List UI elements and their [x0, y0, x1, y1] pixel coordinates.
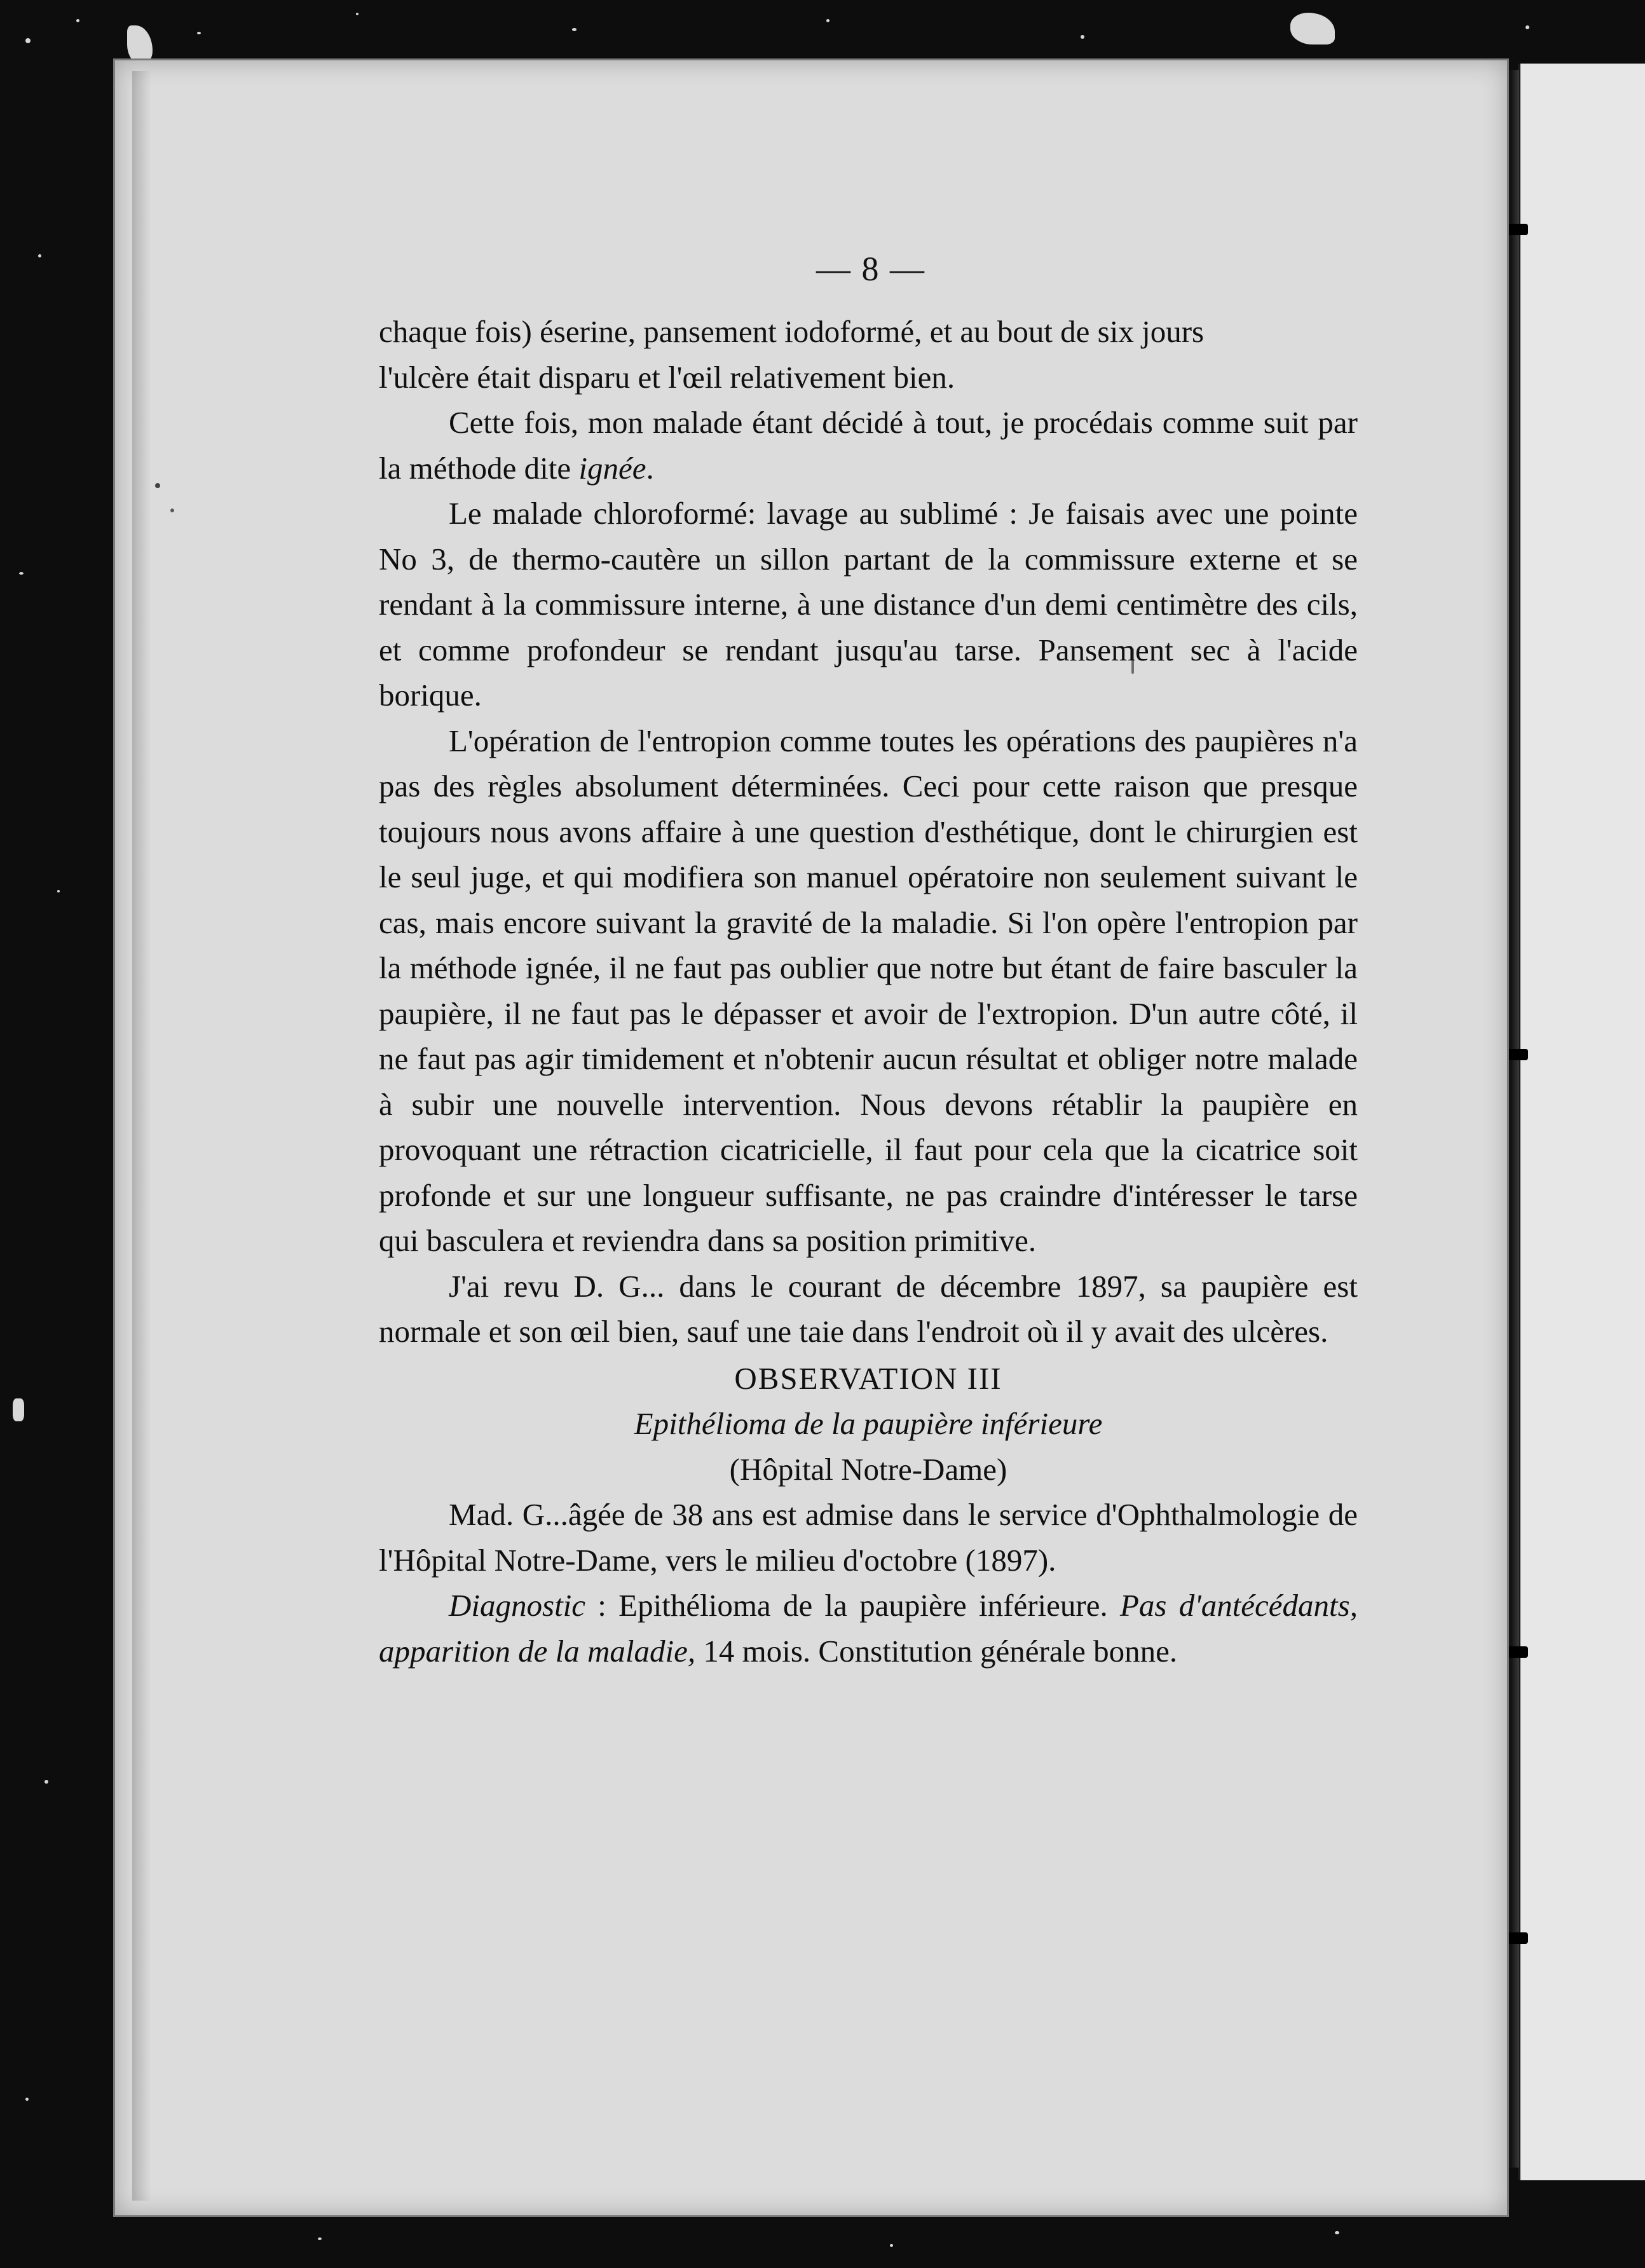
paragraph-method: [379, 400, 1358, 491]
diagnostic-end: 14 mois. Constitution générale bonne.: [695, 1633, 1178, 1669]
diagnostic-label: Diagnostic: [449, 1588, 586, 1623]
observation-place: (Hôpital Notre-Dame): [729, 1451, 1007, 1487]
paragraph-continuation-line-2: l'ulcère était disparu et l'œil relativement bien.: [379, 359, 955, 395]
paragraph-method-text: Cette fois, mon malade étant décidé à tout, je procédais comme suit par la méthode dite: [379, 405, 1358, 486]
observation-admission: Mad. G...âgée de 38 ans est admise dans le service d'Ophthalmologie de l'Hôpital Notre-Dame, vers le milieu d'octobre (1897).: [379, 1497, 1358, 1578]
diagnostic-text: : Epithélioma de la paupière inférieure.: [585, 1588, 1120, 1623]
paragraph-follow-up: J'ai revu D. G... dans le courant de décembre 1897, sa paupière est normale et son œil bien, sauf une taie dans l'endroit où il y avait des ulcères.: [379, 1268, 1358, 1349]
observation-diagnostic: [379, 1583, 1358, 1674]
page-number: — 8 —: [816, 250, 925, 288]
paragraph-procedure: Le malade chloroformé: lavage au sublimé : Je faisais avec une pointe No 3, de thermo-cautère un sillon partant de la commissure externe et se rendant à la commissure interne, à une distance d'un demi centimètre des cils, et comme profondeur se rendant jusqu'au tarse. Pansement sec à l'acide borique.: [379, 496, 1358, 713]
observation-subtitle: Epithélioma de la paupière inférieure: [634, 1406, 1103, 1441]
paragraph-continuation-line-1: chaque fois) éserine, pansement iodoformé, et au bout de six jours: [379, 314, 1205, 349]
facing-page-edge: [1518, 64, 1645, 2180]
paragraph-method-end: .: [646, 450, 654, 486]
ink-dot: [155, 483, 160, 488]
paragraph-method-emphasis: ignée: [578, 450, 646, 486]
observation-title: OBSERVATION III: [734, 1360, 1002, 1396]
page-text: [379, 309, 1358, 1674]
page-gutter-shadow: [132, 71, 151, 2201]
paragraph-entropion: L'opération de l'entropion comme toutes les opérations des paupières n'a pas des règles absolument déterminées. Ceci pour cette raison que presque toujours nous avons affaire à une question d'esthétique, dont le chirurgien est le seul juge, et qui modifiera son manuel opératoire non seulement suivant le cas, mais encore suivant la gravité de la maladie. Si l'on opère l'entropion par la méthode ignée, il ne faut pas oublier que notre but étant de faire basculer la paupière, il ne faut pas le dépasser et avoir de l'extropion. D'un autre côté, il ne faut pas agir timidement et n'obtenir aucun résultat et obliger notre malade à subir une nouvelle intervention. Nous devons rétablir la paupière en provoquant une rétraction cicatricielle, il faut pour cela que la cicatrice soit profonde et sur une longueur suffisante, ne pas craindre d'intéresser le tarse qui basculera et reviendra dans sa position primitive.: [379, 723, 1358, 1258]
diagnostic-emphasis: Pas d'antécédants, apparition de la maladie,: [379, 1588, 1358, 1669]
ink-dot: [170, 509, 174, 512]
